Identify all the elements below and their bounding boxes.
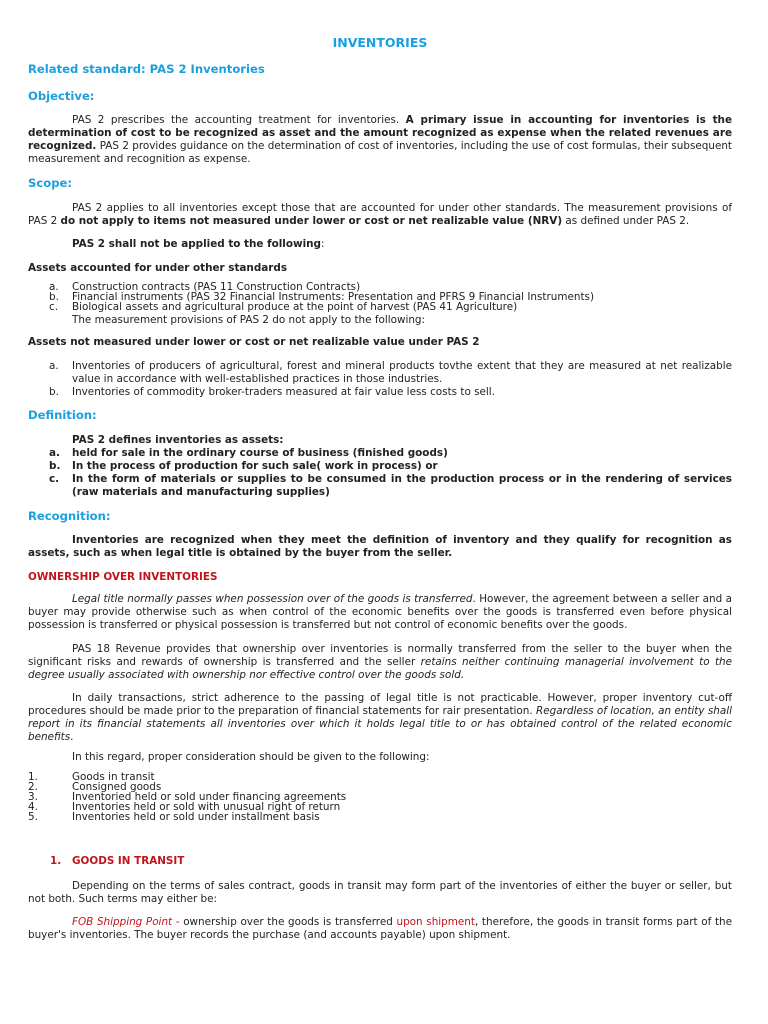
ownership-paragraph-3: In daily transactions, strict adherence to the passing of legal title is not practicable. However, proper inventory cut-off procedures should be made prior to the preparation of financial statements for rair presentation. Regardless of location, an entity shall report in its financial statements all inventories over which it holds legal title to or has obtained control of the related economic benefits. [28, 692, 732, 743]
ownership-paragraph-2: PAS 18 Revenue provides that ownership over inventories is normally transferred from the seller to the buyer when the significant risks and rewards of ownership is transferred and the seller retains neither continuing managerial involvement to the degree usually associated with ownership nor effective control over the goods sold. [28, 643, 733, 681]
scope-list-2 [28, 360, 732, 399]
related-standard-heading: Related standard: PAS 2 Inventories [28, 62, 265, 76]
list-item: c. In the form of materials or supplies to be consumed in the production process or in the rendering of services (raw materials and manufacturing supplies) [49, 473, 732, 498]
list-item: b. Financial instruments (PAS 32 Financial Instruments: Presentation and PFRS 9 Financial Instruments) [49, 291, 595, 303]
list-item: b. In the process of production for such sale( work in process) or [49, 460, 438, 472]
goods-in-transit-heading: GOODS IN TRANSIT [72, 855, 185, 867]
definition-intro: PAS 2 defines inventories as assets: [72, 434, 284, 446]
scope-paragraph-3: The measurement provisions of PAS 2 do not apply to the following: [72, 314, 426, 326]
ownership-list [28, 772, 732, 822]
scope-paragraph-2: PAS 2 shall not be applied to the following: [72, 238, 325, 250]
scope-heading: Scope: [28, 176, 72, 190]
scope-subheading-1: Assets accounted for under other standards [28, 262, 288, 274]
list-item: c. Biological assets and agricultural produce at the point of harvest (PAS 41 Agriculture) [49, 301, 518, 313]
page-title: INVENTORIES [332, 35, 428, 50]
list-item: a. held for sale in the ordinary course of business (finished goods) [49, 447, 448, 459]
scope-subheading-2: Assets not measured under lower or cost or net realizable value under PAS 2 [28, 336, 480, 348]
list-item: 4. Inventories held or sold with unusual right of return [28, 801, 341, 813]
goods-in-transit-paragraph-2: FOB Shipping Point - ownership over the goods is transferred upon shipment, therefore, the goods in transit forms part of the buyer's inventories. The buyer records the purchase (and accounts payable) upon shipment. [28, 916, 732, 941]
goods-in-transit-number: 1. [50, 855, 62, 867]
list-item: b. Inventories of commodity broker-traders measured at fair value less costs to sell. [49, 386, 495, 398]
list-item: a. Inventories of producers of agricultural, forest and mineral products tovthe extent that they are measured at net realizable value in accordance with well-established practices in those industries. [49, 360, 732, 385]
ownership-paragraph-1: Legal title normally passes when possession over of the goods is transferred. However, the agreement between a seller and a buyer may provide otherwise such as when control of the economic benefits over the goods is transferred even before physical possession is transferred or physical possession is transferred but not control of economic benefits over the goods. [28, 593, 732, 631]
objective-heading: Objective: [28, 89, 95, 103]
scope-list-1 [28, 282, 732, 312]
recognition-heading: Recognition: [28, 509, 111, 523]
definition-list [28, 447, 732, 499]
goods-in-transit-paragraph-1: Depending on the terms of sales contract, goods in transit may form part of the inventories of either the buyer or seller, but not both. Such terms may either be: [28, 880, 732, 905]
list-item: 2. Consigned goods [28, 781, 162, 793]
scope-paragraph-1: PAS 2 applies to all inventories except those that are accounted for under other standards. The measurement provisions of PAS 2 do not apply to items not measured under lower or cost or net realizable value (NRV) as defined under PAS 2. [28, 202, 732, 227]
ownership-heading: OWNERSHIP OVER INVENTORIES [28, 571, 218, 583]
objective-paragraph: PAS 2 prescribes the accounting treatment for inventories. A primary issue in accounting for inventories is the determination of cost to be recognized as asset and the amount recognized as expense when the related revenues are recognized. PAS 2 provides guidance on the determination of cost of inventories, including the use of cost formulas, their subsequent measurement and recognition as expense. [28, 114, 732, 165]
list-item: 3. Inventoried held or sold under financing agreements [28, 791, 347, 803]
list-item: 5. Inventories held or sold under installment basis [28, 811, 320, 823]
ownership-paragraph-4: In this regard, proper consideration should be given to the following: [72, 751, 430, 763]
list-item: a. Construction contracts (PAS 11 Construction Contracts) [49, 281, 361, 293]
recognition-paragraph: Inventories are recognized when they meet the definition of inventory and they qualify for recognition as assets, such as when legal title is obtained by the buyer from the seller. [28, 534, 732, 559]
list-item: 1. Goods in transit [28, 771, 155, 783]
definition-heading: Definition: [28, 408, 97, 422]
